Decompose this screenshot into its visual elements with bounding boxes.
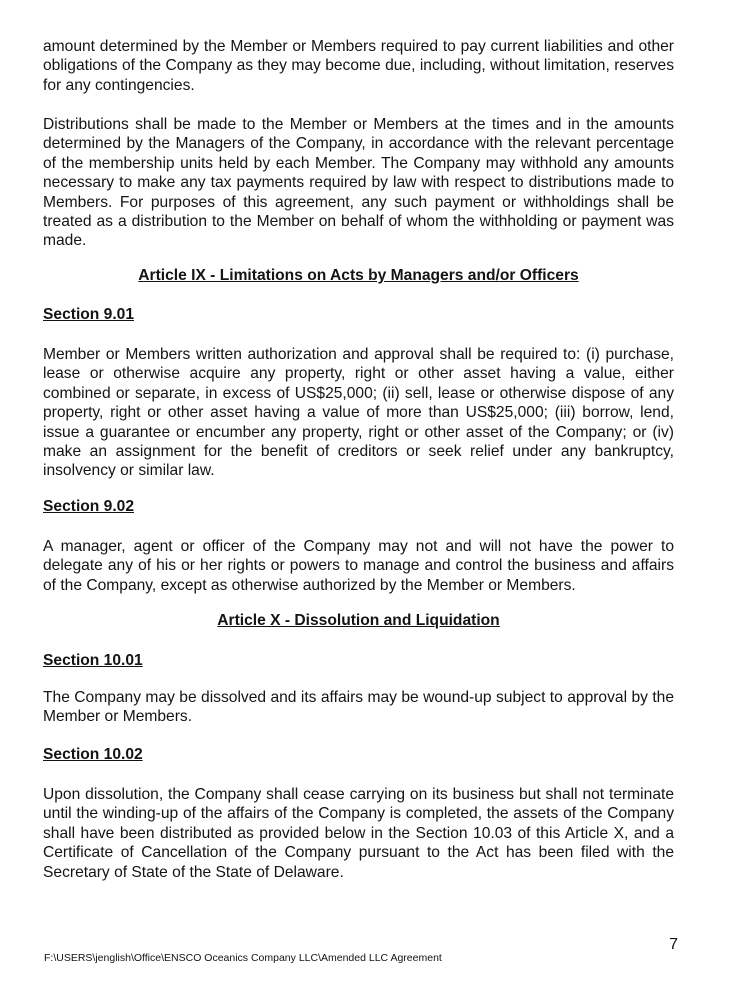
section-9-01-heading: Section 9.01 [43,306,135,323]
section-9-01-body: Member or Members written authorization and approval shall be required to: (i) purchase, lease or otherwise acquire any property, right or other asset having a value, either combined or separate, in excess of US$25,000; (ii) sell, lease or otherwise dispose of any property, right or other asset having a value of more than US$25,000; (iii) borrow, lend, issue a guarantee or encumber any property, right or other asset of the Company; or (iv) make an assignment for the benefit of creditors or seek relief under any bankruptcy, insolvency or similar law. [43,346,674,480]
paragraph-liabilities: amount determined by the Member or Members required to pay current liabilities and other obligations of the Company as they may become due, including, without limitation, reserves for any contingencies. [43,38,674,94]
section-10-01-body: The Company may be dissolved and its affairs may be wound-up subject to approval by the Member or Members. [43,689,674,726]
section-10-02-body: Upon dissolution, the Company shall cease carrying on its business but shall not terminate until the winding-up of the affairs of the Company is completed, the assets of the Company shall have been distributed as provided below in the Section 10.03 of this Article X, and a Certificate of Cancellation of the Company pursuant to the Act has been filed with the Secretary of State of the State of Delaware. [43,786,674,881]
page-number: 7 [669,936,678,953]
article-x-heading: Article X - Dissolution and Liquidation [217,612,500,629]
section-9-02-body: A manager, agent or officer of the Company may not and will not have the power to delegate any of his or her rights or powers to manage and control the business and affairs of the Company, except as otherwise authorized by the Member or Members. [43,538,674,594]
article-ix-heading: Article IX - Limitations on Acts by Managers and/or Officers [138,267,579,284]
section-10-02-heading: Section 10.02 [43,746,143,763]
footer-file-path: F:\USERS\jenglish\Office\ENSCO Oceanics Company LLC\Amended LLC Agreement [44,952,442,964]
section-10-01-heading: Section 10.01 [43,652,143,669]
paragraph-distributions: Distributions shall be made to the Member or Members at the times and in the amounts determined by the Managers of the Company, in accordance with the relevant percentage of the membership units held by each Member. The Company may withhold any amounts necessary to make any tax payments required by law with respect to distributions made to Members. For purposes of this agreement, any such payment or withholdings shall be treated as a distribution to the Member on behalf of whom the withholding or payment was made. [43,116,674,250]
section-9-02-heading: Section 9.02 [43,498,135,515]
